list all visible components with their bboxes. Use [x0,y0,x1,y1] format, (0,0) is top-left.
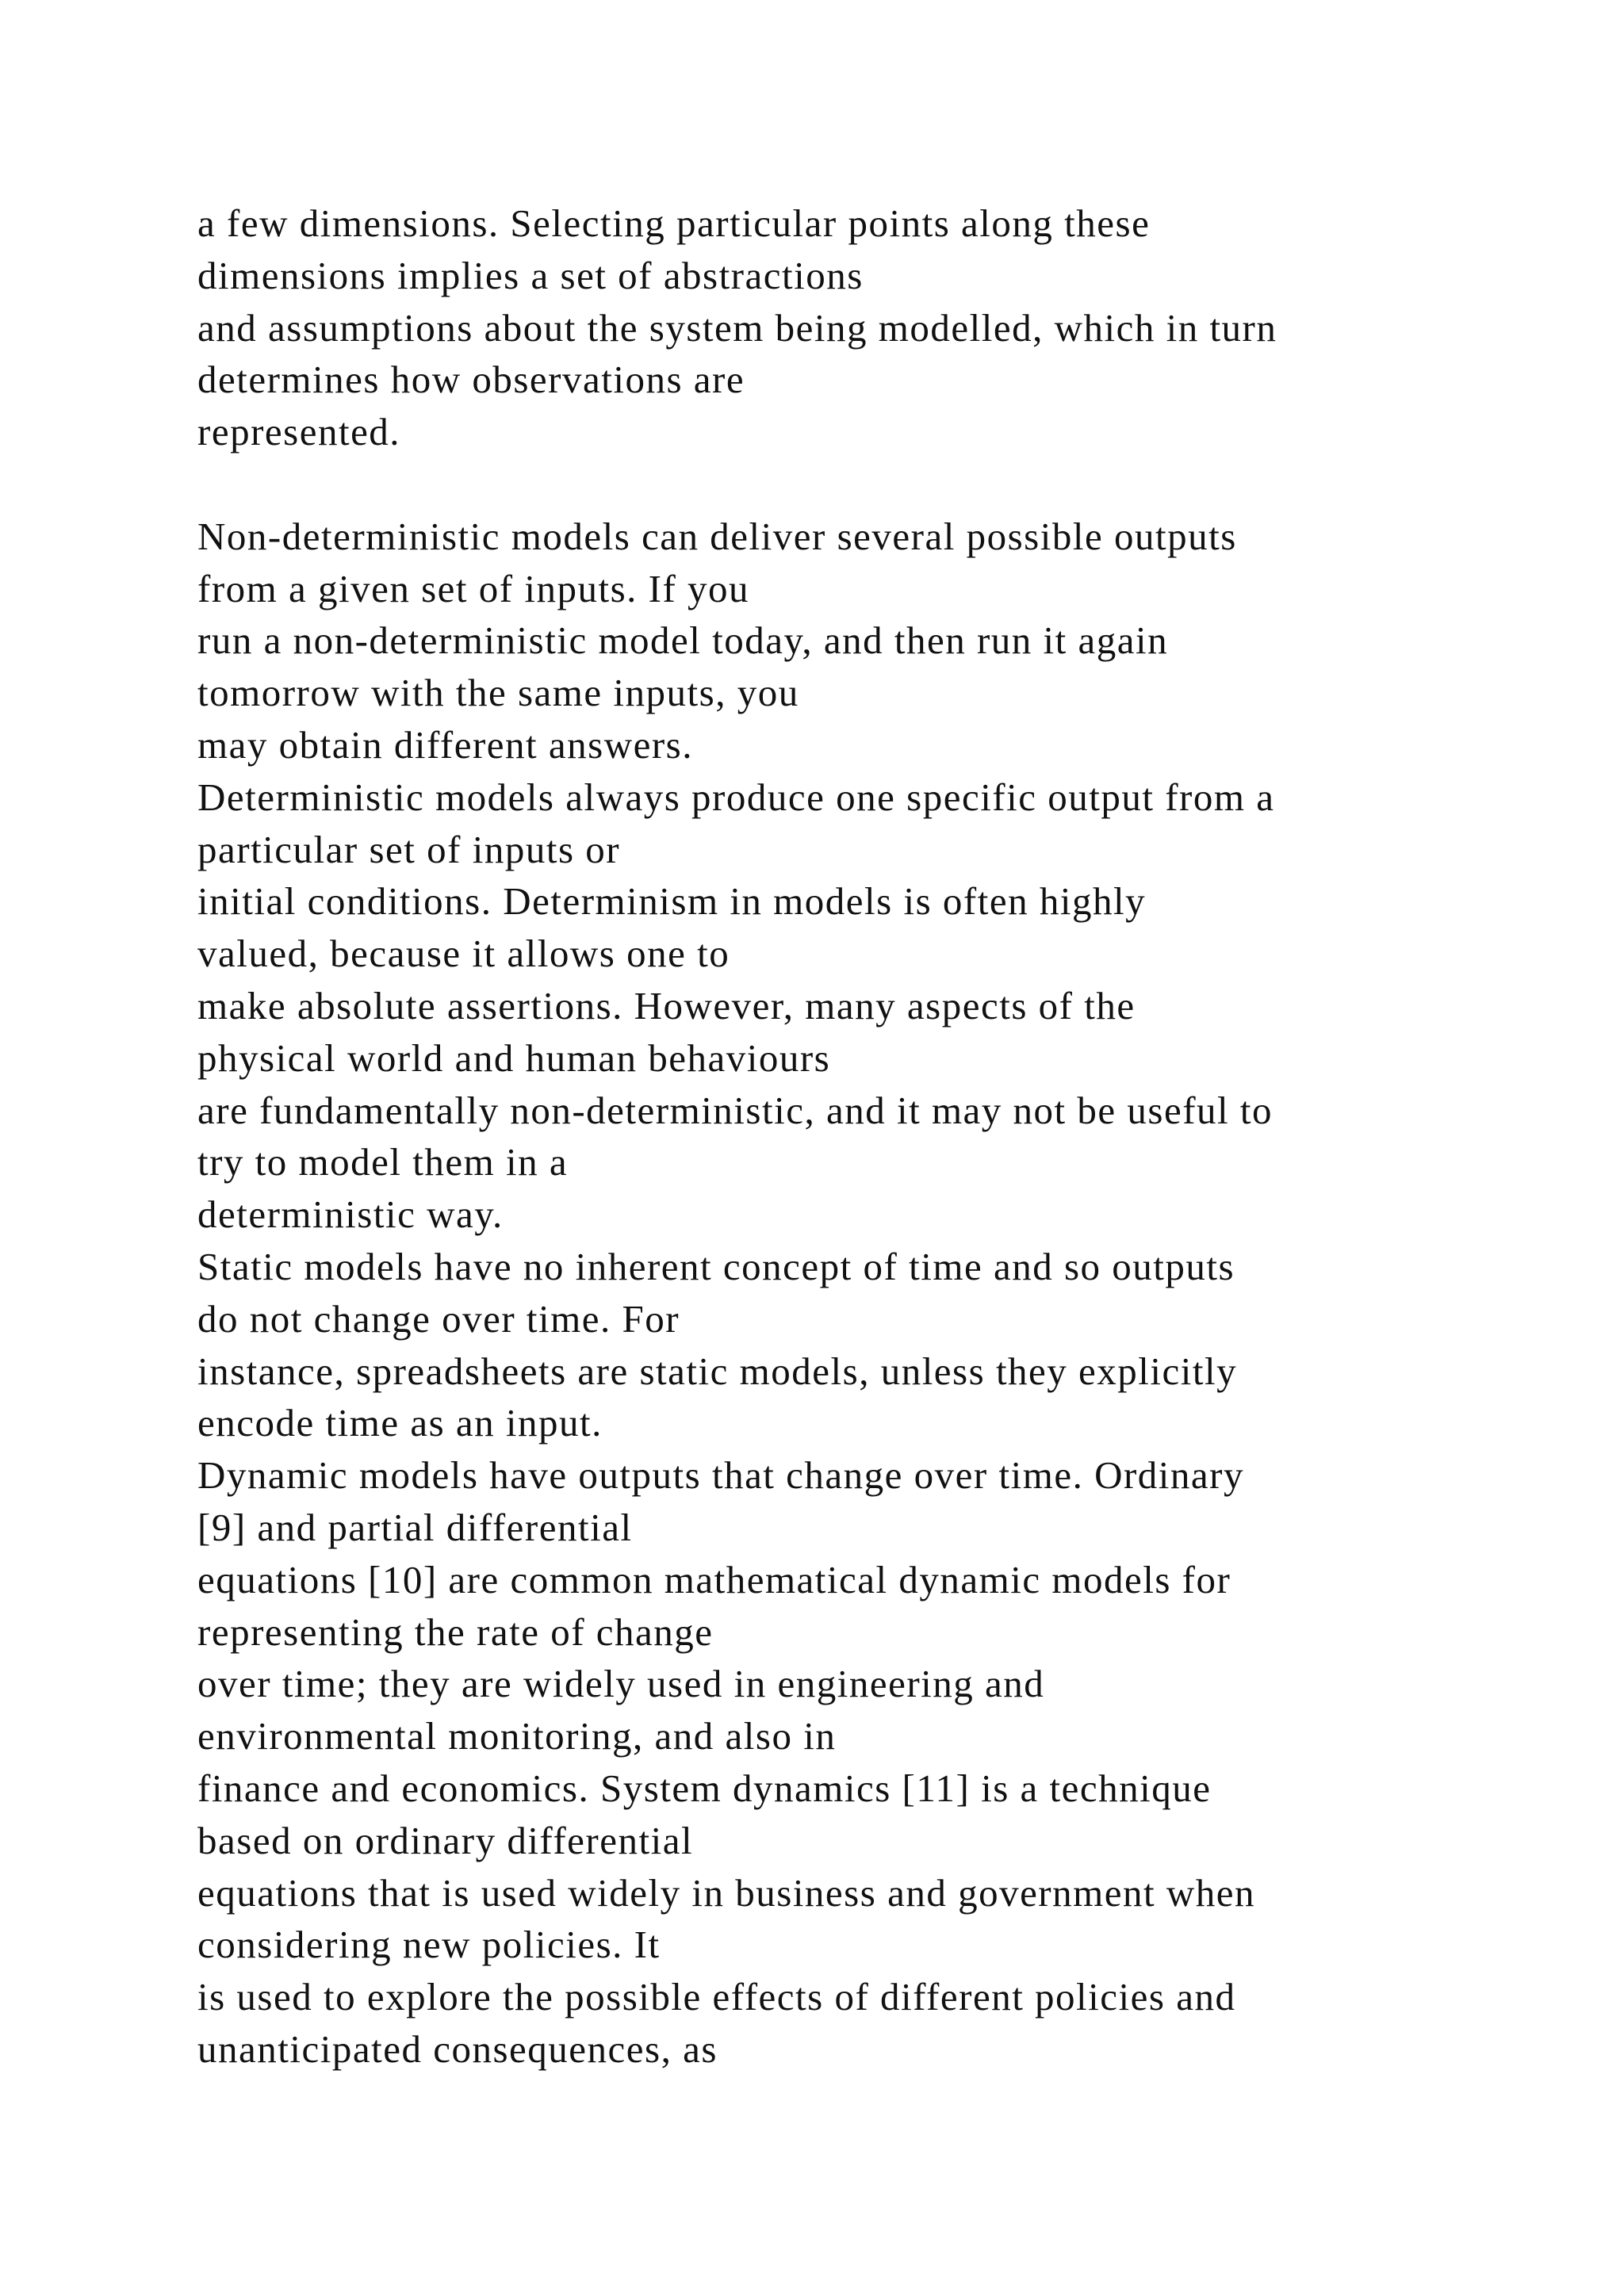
text-line: a few dimensions. Selecting particular points along these [197,201,1151,245]
text-line: represented. [197,410,401,454]
text-line: environmental monitoring, and also in [197,1714,837,1758]
body-text [197,197,1593,2076]
text-line: considering new policies. It [197,1923,661,1967]
text-line: particular set of inputs or [197,827,621,871]
text-line: valued, because it allows one to [197,932,730,976]
text-line: may obtain different answers. [197,722,693,767]
text-line: from a given set of inputs. If you [197,566,750,610]
text-line: make absolute assertions. However, many aspects of the [197,983,1136,1027]
text-line: and assumptions about the system being modelled, which in turn [197,305,1277,350]
text-line: Dynamic models have outputs that change over time. Ordinary [197,1453,1244,1498]
text-line: dimensions implies a set of abstractions [197,253,864,297]
text-line: finance and economics. System dynamics [11] is a technique [197,1766,1212,1810]
text-line: physical world and human behaviours [197,1035,831,1080]
text-line: encode time as an input. [197,1401,603,1445]
text-line: over time; they are widely used in engineering and [197,1662,1045,1706]
text-line: [9] and partial differential [197,1505,633,1549]
text-line: Deterministic models always produce one specific output from a [197,775,1275,819]
text-line: based on ordinary differential [197,1818,694,1862]
text-line: deterministic way. [197,1192,504,1237]
text-line: tomorrow with the same inputs, you [197,671,799,715]
text-line: representing the rate of change [197,1609,714,1654]
paragraph-gap [197,458,1593,511]
text-line: unanticipated consequences, as [197,2026,718,2071]
text-line: determines how observations are [197,358,745,402]
text-line: do not change over time. For [197,1296,680,1341]
text-line: initial conditions. Determinism in models is often highly [197,879,1147,924]
text-line: equations that is used widely in business and government when [197,1870,1255,1915]
text-line: Non-deterministic models can deliver several possible outputs [197,514,1237,558]
text-line: are fundamentally non-deterministic, and it may not be useful to [197,1088,1274,1132]
text-line: is used to explore the possible effects of different policies and [197,1975,1236,2019]
text-line: equations [10] are common mathematical dynamic models for [197,1557,1231,1601]
text-line: run a non-deterministic model today, and then run it again [197,618,1169,663]
text-line: try to model them in a [197,1140,569,1184]
text-line: instance, spreadsheets are static models, unless they explicitly [197,1349,1238,1393]
text-line: Static models have no inherent concept of time and so outputs [197,1244,1235,1288]
